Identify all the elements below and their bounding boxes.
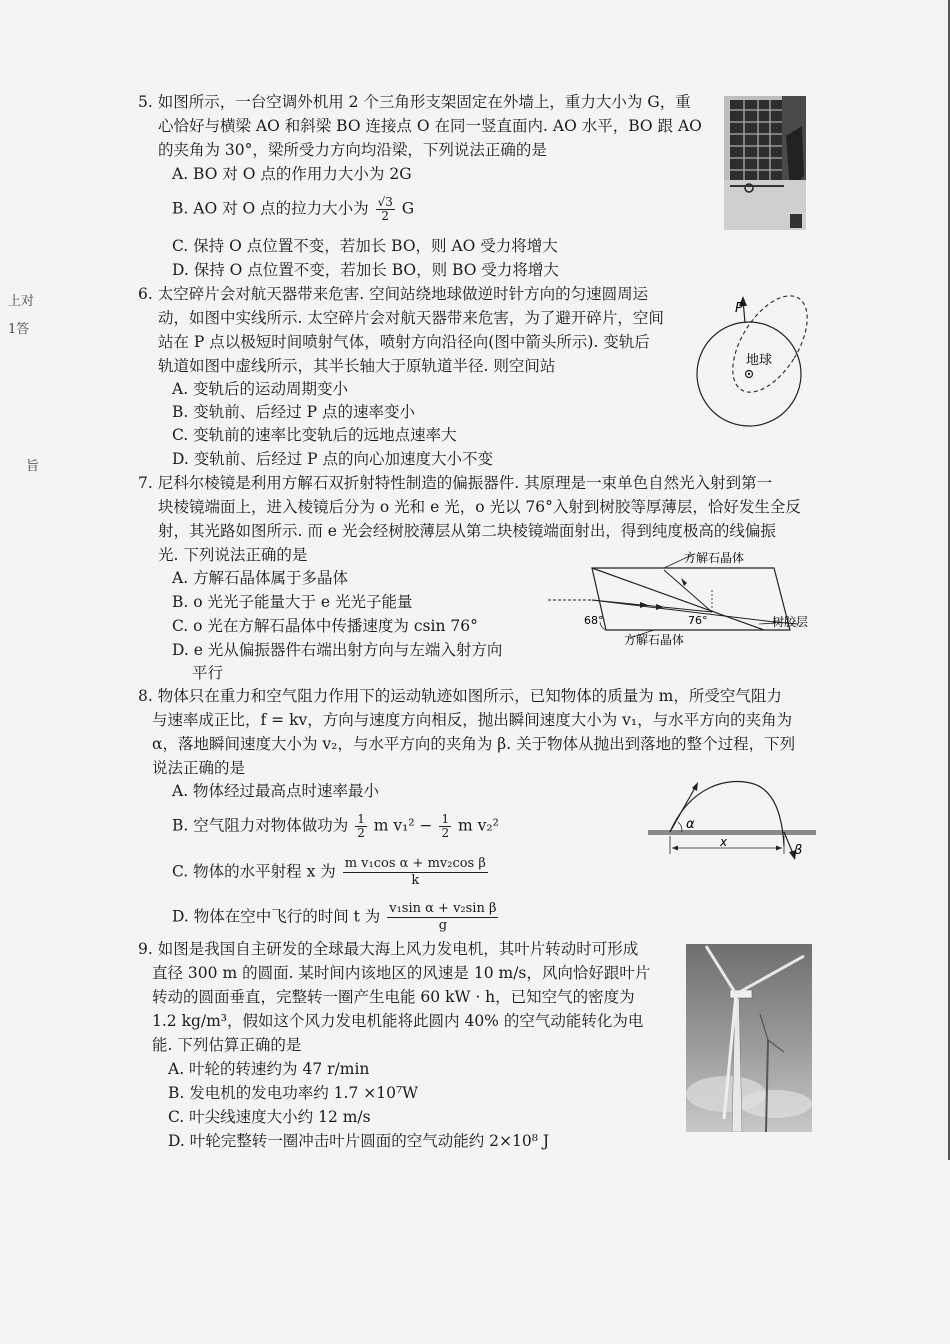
question-text: 射，其光路如图所示. 而 e 光会经树胶薄层从第二块棱镜端面射出，得到纯度极高的线偏振 — [158, 522, 776, 540]
orbit-diagram — [692, 282, 820, 434]
option-d — [172, 901, 500, 934]
option-b: B. o 光光子能量大于 e 光光子能量 — [172, 593, 413, 611]
fraction — [439, 813, 451, 840]
question-text: α，落地瞬间速度大小为 v₂，与水平方向的夹角为 β. 关于物体从抛出到落地的整个过程，下列 — [152, 735, 796, 753]
margin-text: 1答 — [8, 322, 30, 337]
arrow-icon — [681, 578, 687, 586]
option-b — [172, 196, 414, 223]
fraction — [376, 196, 395, 223]
option-b: B. 发电机的发电功率约 1.7 ×10⁷W — [168, 1084, 419, 1102]
alpha-label: α — [686, 817, 695, 832]
option-b — [172, 813, 499, 840]
option-a: A. 方解石晶体属于多晶体 — [172, 569, 349, 587]
ground — [648, 830, 816, 835]
question-text: 7. 尼科尔棱镜是利用方解石双折射特性制造的偏振器件. 其原理是一束单色自然光入射到第一 — [138, 474, 773, 492]
option-c-text: C. 物体的水平射程 x 为 — [172, 862, 336, 881]
wind-turbine-photo — [686, 944, 812, 1132]
question-text: 动，如图中实线所示. 太空碎片会对航天器带来危害，为了避开碎片，空间 — [158, 309, 664, 327]
question-text: 站在 P 点以极短时间喷射气体，喷射方向沿径向(图中箭头所示). 变轨后 — [158, 333, 650, 351]
air-conditioner-photo — [724, 96, 806, 230]
option-c — [172, 856, 490, 889]
fraction — [387, 901, 498, 934]
fraction — [355, 813, 367, 840]
question-text: 光. 下列说法正确的是 — [158, 546, 308, 564]
fraction-denominator: 2 — [441, 826, 450, 840]
question-text: 1.2 kg/m³，假如这个风力发电机能将此圆内 40% 的空气动能转化为电 — [152, 1012, 644, 1030]
nicol-prism-diagram — [544, 548, 814, 650]
angle-68-label: 68° — [584, 614, 604, 627]
question-text: 8. 物体只在重力和空气阻力作用下的运动轨迹如图所示，已知物体的质量为 m，所受空气阻力 — [138, 687, 782, 705]
option-b-suffix: G — [401, 199, 415, 218]
question-text: 与速率成正比，f = kv，方向与速度方向相反，抛出瞬间速度大小为 v₁，与水平方向的夹角为 — [152, 711, 793, 729]
option-d: D. e 光从偏振器件右端出射方向与左端入射方向 — [172, 641, 503, 659]
option-b: B. 变轨前、后经过 P 点的速率变小 — [172, 403, 416, 421]
option-c: C. 保持 O 点位置不变，若加长 BO，则 AO 受力将增大 — [172, 237, 558, 255]
option-d: D. 保持 O 点位置不变，若加长 BO，则 BO 受力将增大 — [172, 261, 559, 279]
question-text: 直径 300 m 的圆面. 某时间内该地区的风速是 10 m/s，风向恰好跟叶片 — [152, 964, 651, 982]
fraction-numerator: v₁sin α + v₂sin β — [389, 901, 497, 916]
fraction-numerator: 1 — [357, 812, 365, 826]
question-text: 能. 下列估算正确的是 — [152, 1036, 302, 1054]
elliptical-orbit — [718, 283, 820, 404]
option-a: A. 物体经过最高点时速率最小 — [172, 782, 380, 800]
question-text: 块棱镜端面上，进入棱镜后分为 o 光和 e 光，o 光以 76°入射到树胶等厚薄层，恰好发生全反 — [158, 498, 801, 516]
fraction-denominator: g — [438, 918, 448, 933]
question-text: 转动的圆面垂直，完整转一圈产生电能 60 kW · h，已知空气的密度为 — [152, 988, 635, 1006]
angle-76-label: 76° — [688, 614, 708, 627]
margin-text: 旨 — [26, 459, 40, 474]
fraction-denominator: 2 — [381, 209, 390, 223]
option-a: A. 叶轮的转速约为 47 r/min — [168, 1060, 370, 1078]
option-c: C. 叶尖线速度大小约 12 m/s — [168, 1108, 371, 1126]
glue-layer-label: 树胶层 — [772, 615, 809, 629]
point-p-label: P — [735, 301, 743, 316]
question-text: 9. 如图是我国自主研发的全球最大海上风力发电机，其叶片转动时可形成 — [138, 940, 639, 958]
arrow-icon — [656, 604, 664, 610]
option-b-text: B. AO 对 O 点的拉力大小为 — [172, 199, 369, 218]
calcite-label-bottom: 方解石晶体 — [624, 633, 685, 647]
option-a: A. 变轨后的运动周期变小 — [172, 380, 349, 398]
earth-label: 地球 — [746, 353, 773, 368]
formula-part: m v₁² − — [373, 816, 433, 835]
fraction-denominator: 2 — [357, 826, 365, 840]
fraction-numerator: √3 — [377, 195, 393, 209]
margin-text: 上对 — [8, 294, 35, 309]
glue-layer-line — [592, 568, 764, 630]
option-d: D. 变轨前、后经过 P 点的向心加速度大小不变 — [172, 450, 494, 468]
formula-part: m v₂² — [458, 816, 499, 835]
fraction-denominator: k — [411, 873, 420, 888]
question-text: 心恰好与横梁 AO 和斜梁 BO 连接点 O 在同一竖直面内. AO 水平，BO 跟 AO — [158, 117, 702, 135]
fraction — [343, 856, 488, 889]
question-text: 6. 太空碎片会对航天器带来危害. 空间站绕地球做逆时针方向的匀速圆周运 — [138, 285, 649, 303]
calcite-label-top: 方解石晶体 — [684, 551, 745, 565]
trajectory-diagram — [648, 776, 818, 866]
option-c: C. 变轨前的速率比变轨后的远地点速率大 — [172, 426, 457, 444]
fraction-numerator: m v₁cos α + mv₂cos β — [344, 856, 486, 871]
question-text: 5. 如图所示，一台空调外机用 2 个三角形支架固定在外墙上，重力大小为 G，重 — [138, 93, 691, 111]
arrow-icon — [692, 782, 698, 791]
question-text: 说法正确的是 — [152, 759, 246, 777]
option-d-text: D. 物体在空中飞行的时间 t 为 — [172, 907, 381, 926]
option-b-text: B. 空气阻力对物体做功为 — [172, 816, 349, 835]
option-d-continued: 平行 — [192, 664, 224, 682]
option-a: A. BO 对 O 点的作用力大小为 2G — [172, 165, 412, 183]
range-x-label: x — [720, 835, 728, 849]
option-d: D. 叶轮完整转一圈冲击叶片圆面的空气动能约 2×10⁸ J — [168, 1132, 550, 1150]
option-c: C. o 光在方解石晶体中传播速度为 csin 76° — [172, 617, 478, 635]
fraction-numerator: 1 — [441, 812, 450, 826]
question-text: 轨道如图中虚线所示，其半长轴大于原轨道半径. 则空间站 — [158, 357, 556, 375]
beta-label: β — [794, 843, 803, 858]
question-text: 的夹角为 30°，梁所受力方向均沿梁，下列说法正确的是 — [158, 141, 547, 159]
